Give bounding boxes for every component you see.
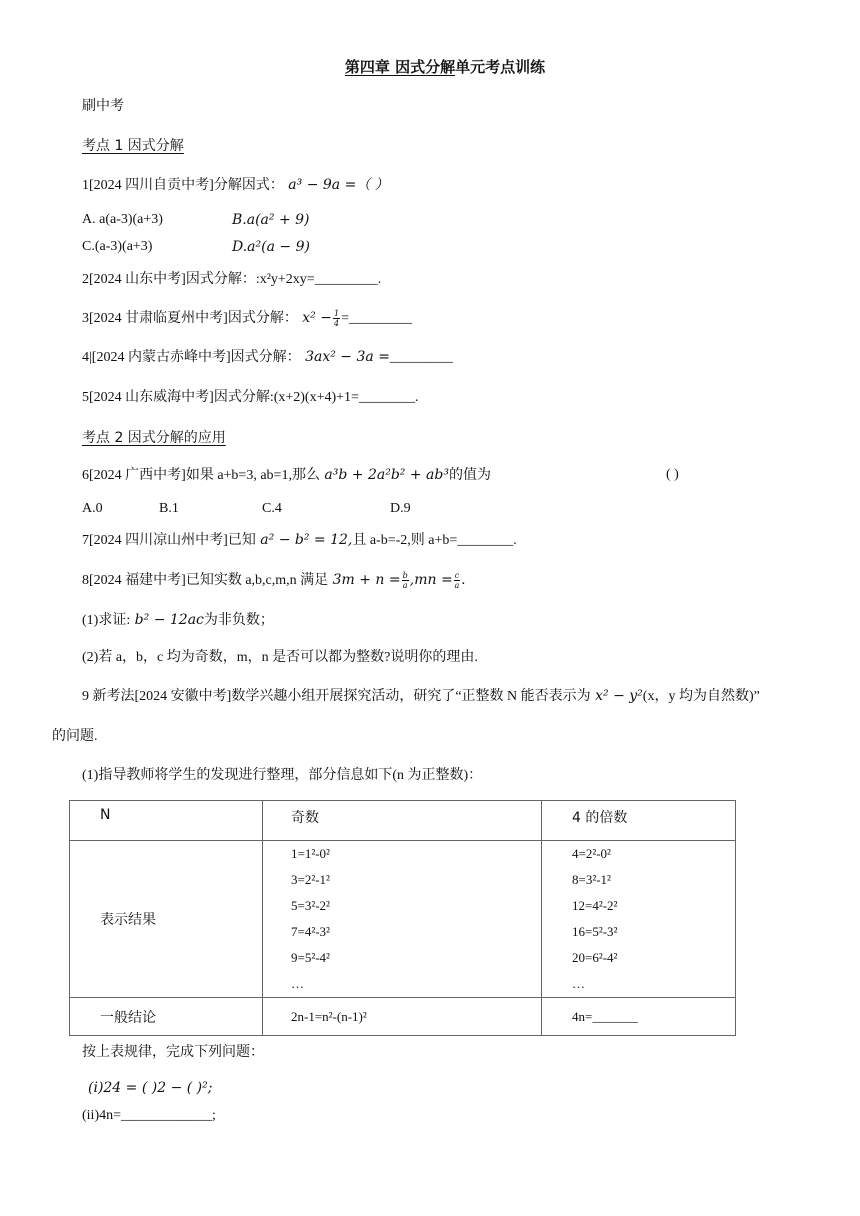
q8-part-1-expression: b² − 12ac [134,612,204,628]
odd-results-cell [263,841,542,998]
list-item: 5=3²-2² [291,898,330,913]
q9-sub-i: (i)24 = ( )2 − ( )²; [88,1080,213,1096]
q3-fraction [333,309,340,328]
list-item: 16=5²-3² [572,924,618,939]
q8-part-1-suffix: 为非负数； [203,613,274,628]
q3-prefix: 3[2024 甘肃临夏州中考]因式分解： [82,311,298,326]
q4-expression: 3ax² − 3a = [305,349,390,365]
q8-expression-2: ,mn = [409,572,453,588]
table-row-general [70,998,736,1036]
q8-fraction-2-num: c [454,570,460,580]
title-part-a: 第四章 因式分解 [344,58,456,76]
q9-part-1: (1)指导教师将学生的发现进行整理，部分信息如下(n 为正整数)： [82,768,483,783]
q9-prefix: 9 新考法[2024 安徽中考]数学兴趣小组开展探究活动，研究了“正整数 N 能否表示为 [82,689,591,704]
q4-prefix: 4|[2024 内蒙古赤峰中考]因式分解： [82,350,301,365]
q1-option-b: B.a(a² + 9) [232,212,310,228]
q9-after-table: 按上表规律，完成下列问题： [82,1045,264,1060]
question-2: 2[2024 山东中考]因式分解：:x²y+2xy=_________. [82,272,382,287]
q3-fraction-den: 4 [333,318,340,328]
row-label-results: 表示结果 [70,841,263,998]
list-item: 7=4²-3² [291,924,330,939]
q6-suffix: 的值为 [448,468,491,483]
title-part-b: 单元考点训练 [455,58,546,76]
q6-option-a: A.0 [82,501,103,516]
question-5: 5[2024 山东威海中考]因式分解:(x+2)(x+4)+1=________. [82,390,419,405]
question-1 [82,175,389,196]
kaodian-2-heading: 考点 2 因式分解的应用 [82,430,226,446]
section-label: 刷中考 [82,98,124,114]
q1-expression: a³ − 9a =（ ） [288,177,389,193]
list-item: 4=2²-0² [572,846,611,861]
q6-option-b: B.1 [159,501,179,516]
general-four: 4n=_______ [542,998,736,1036]
q3-expression: x² − [302,310,332,326]
q9-sub-ii: (ii)4n=_____________; [82,1108,216,1123]
q8-fraction-1 [402,571,409,590]
question-4 [82,347,453,368]
table-row-results [70,841,736,998]
q3-fraction-num: 1 [333,308,340,318]
q8-fraction-2-den: a [454,580,460,590]
q9-suffix: (x，y 均为自然数)” [642,689,760,704]
question-9 [82,686,760,707]
list-item: 12=4²-2² [572,898,618,913]
q7-prefix: 7[2024 四川凉山州中考]已知 [82,533,256,548]
question-8 [82,570,466,591]
q1-prefix: 1[2024 四川自贡中考]分解因式： [82,178,284,193]
q8-fraction-1-den: a [402,580,408,590]
question-3 [82,308,412,329]
header-odd: 奇数 [263,801,542,841]
q8-fraction-1-num: b [402,570,408,580]
kaodian-1-heading: 考点 1 因式分解 [82,138,184,154]
table-header-row [70,801,736,841]
list-item: … [572,976,585,991]
general-odd: 2n-1=n²-(n-1)² [263,998,542,1036]
q6-expression: a³b + 2a²b² + ab³ [324,467,449,483]
list-item: … [291,976,304,991]
q6-option-d: D.9 [390,501,411,516]
list-item: 8=3²-1² [572,872,611,887]
list-item: 1=1²-0² [291,846,330,861]
header-multiple-of-4: 4 的倍数 [542,801,736,841]
odd-results-list [291,841,541,997]
row-label-general: 一般结论 [70,998,263,1036]
q6-option-c: C.4 [262,501,282,516]
q1-option-c: C.(a-3)(a+3) [82,239,153,254]
q8-part-1 [82,610,274,631]
q8-end: . [461,572,466,588]
q8-prefix: 8[2024 福建中考]已知实数 a,b,c,m,n 满足 [82,573,329,588]
q3-blank: =_________ [341,311,412,326]
q9-continuation: 的问题. [52,729,98,744]
list-item: 3=2²-1² [291,872,330,887]
q1-option-a: A. a(a-3)(a+3) [82,212,163,227]
q6-answer-paren: ( ) [666,467,679,482]
q1-option-d: D.a²(a − 9) [232,239,310,255]
q9-expression: x² − y² [595,688,643,704]
list-item: 9=5²-4² [291,950,330,965]
q8-fraction-2 [454,571,460,590]
header-n: N [70,801,263,841]
four-results-list [572,841,735,997]
q4-blank: _________ [389,350,453,365]
q7-expression: a² − b² = 12, [260,532,353,548]
four-results-cell [542,841,736,998]
q8-part-1-label: (1)求证: [82,613,131,628]
q7-suffix: 且 a-b=-2,则 a+b=________. [352,533,517,548]
q6-prefix: 6[2024 广西中考]如果 a+b=3, ab=1,那么 [82,468,320,483]
pattern-table [69,800,736,1036]
q8-expression-1: 3m + n = [332,572,401,588]
question-7 [82,530,517,551]
page-title [0,56,860,77]
q8-part-2: (2)若 a，b，c 均为奇数，m，n 是否可以都为整数?说明你的理由. [82,650,478,665]
question-6 [82,465,491,486]
list-item: 20=6²-4² [572,950,618,965]
